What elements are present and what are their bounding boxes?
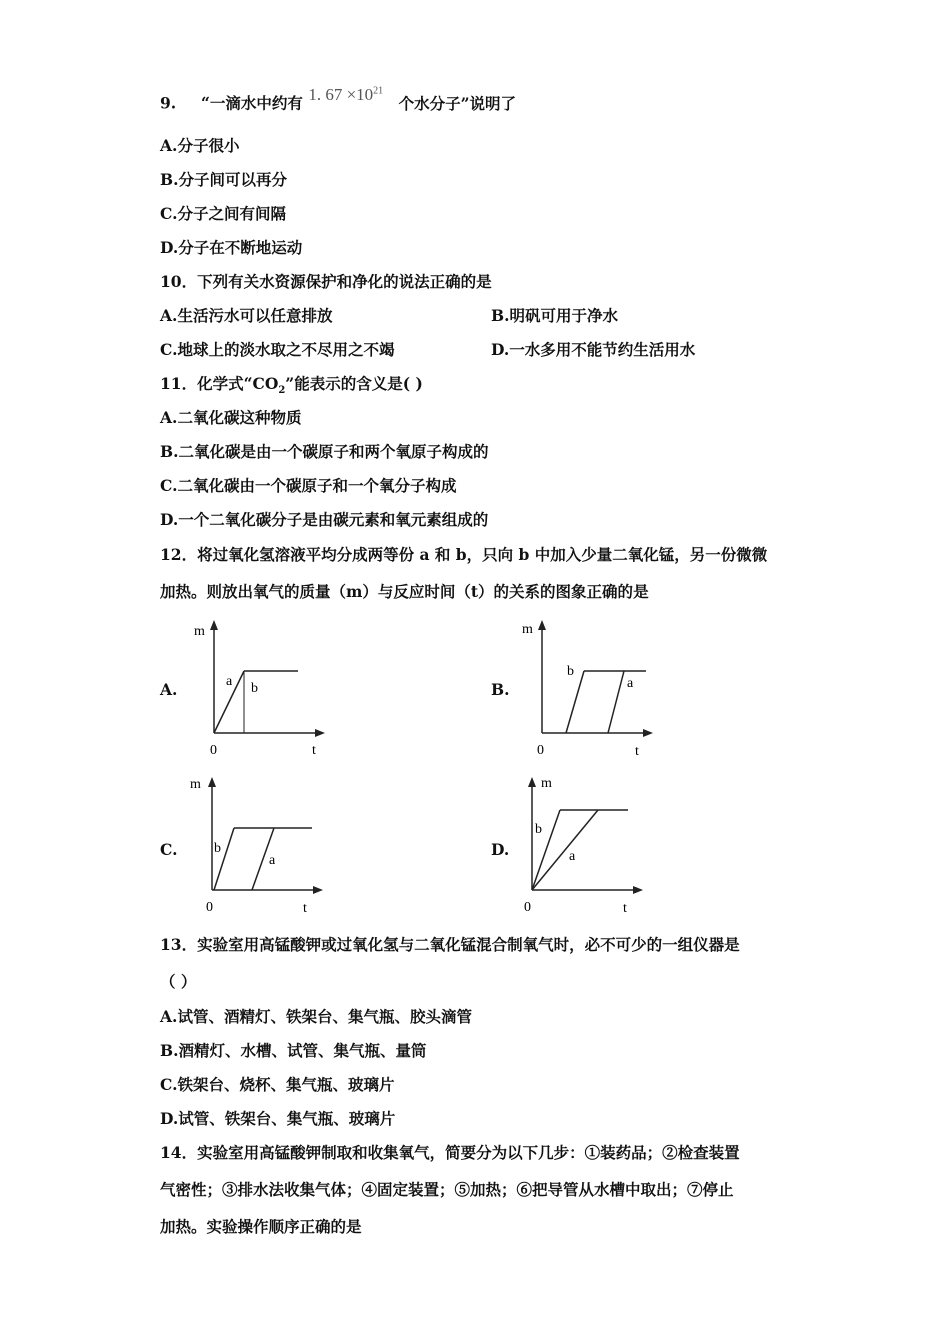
- x-arrow: [633, 886, 643, 894]
- curve-a-label: a: [269, 853, 276, 868]
- q11-option-d: D.一个二氧化碳分子是由碳元素和氧元素组成的: [160, 510, 489, 529]
- q9-stem-before: “一滴水中约有: [201, 93, 303, 113]
- y-label: m: [522, 622, 533, 637]
- q13-stem-line2: （ ）: [160, 972, 197, 991]
- q10-option-d: D.一水多用不能节约生活用水: [491, 340, 696, 359]
- q12-option-a-letter: A.: [160, 680, 178, 699]
- q13-option-a: A.试管、酒精灯、铁架台、集气瓶、胶头滴管: [160, 1007, 472, 1026]
- q11-option-c: C.二氧化碳由一个碳原子和一个氧分子构成: [160, 476, 457, 495]
- y-arrow: [528, 777, 536, 787]
- x-label: t: [312, 743, 316, 758]
- curve-a-rise: [608, 671, 624, 733]
- q9-stem-after: 个水分子”说明了: [398, 93, 516, 113]
- x-label: t: [635, 744, 639, 759]
- q12-stem-line1: 12．将过氧化氢溶液平均分成两等份 a 和 b，只向 b 中加入少量二氧化锰，另一份微微: [160, 545, 768, 564]
- q12-graph-b: [508, 615, 658, 763]
- x-arrow: [315, 729, 325, 737]
- q9-stem: [160, 84, 516, 114]
- y-arrow: [210, 620, 218, 630]
- curve-a-label: a: [627, 676, 634, 691]
- q13-option-b: B.酒精灯、水槽、试管、集气瓶、量筒: [160, 1041, 427, 1060]
- q12-option-d-letter: D.: [491, 840, 510, 859]
- curve-b-label: b: [567, 664, 574, 679]
- x-arrow: [313, 886, 323, 894]
- q13-stem-line1: 13．实验室用高锰酸钾或过氧化氢与二氧化锰混合制氧气时，必不可少的一组仪器是: [160, 935, 740, 954]
- curve-b-label: b: [251, 681, 258, 696]
- q10-option-c: C.地球上的淡水取之不尽用之不竭: [160, 340, 395, 359]
- x-label: t: [303, 901, 307, 916]
- origin-label: 0: [210, 743, 217, 758]
- y-label: m: [190, 777, 201, 792]
- q9-scientific-number: 1. $67 \times 10^{21}$: [308, 84, 384, 104]
- q9-number: 9.: [160, 93, 177, 113]
- curve-b-label: b: [535, 822, 542, 837]
- curve-b-label: b: [214, 841, 221, 856]
- q13-option-d: D.试管、铁架台、集气瓶、玻璃片: [160, 1109, 396, 1128]
- q11-option-a: A.二氧化碳这种物质: [160, 408, 302, 427]
- q12-option-c-letter: C.: [160, 840, 178, 859]
- q11-stem: 11．化学式“$CO_2$”能表示的含义是( ): [160, 374, 423, 397]
- q14-stem-line1: 14．实验室用高锰酸钾制取和收集氧气，简要分为以下几步：①装药品；②检查装置: [160, 1143, 740, 1162]
- q9-option-a: A.分子很小: [160, 136, 240, 155]
- curve-a-label: a: [569, 849, 576, 864]
- q13-option-c: C.铁架台、烧杯、集气瓶、玻璃片: [160, 1075, 395, 1094]
- y-label: m: [541, 776, 552, 791]
- q10-option-a: A.生活污水可以任意排放: [160, 306, 333, 325]
- q12-graph-a: [180, 615, 330, 763]
- q9-option-d: D.分子在不断地运动: [160, 238, 303, 257]
- curve-b-rise: [214, 828, 234, 890]
- q14-stem-line3: 加热。实验操作顺序正确的是: [160, 1217, 362, 1236]
- curve-b-rise: [566, 671, 584, 733]
- q12-graph-c: [178, 772, 328, 920]
- q11-option-b: B.二氧化碳是由一个碳原子和两个氧原子构成的: [160, 442, 489, 461]
- q10-stem: 10．下列有关水资源保护和净化的说法正确的是: [160, 272, 492, 291]
- curve-a-label: a: [226, 674, 233, 689]
- y-label: m: [194, 624, 205, 639]
- q12-graph-d: [498, 772, 648, 920]
- q9-option-b: B.分子间可以再分: [160, 170, 288, 189]
- q12-stem-line2: 加热。则放出氧气的质量（m）与反应时间（t）的关系的图象正确的是: [160, 582, 649, 601]
- x-arrow: [643, 729, 653, 737]
- q12-option-b-letter: B.: [491, 680, 510, 699]
- q10-option-b: B.明矾可用于净水: [491, 306, 619, 325]
- origin-label: 0: [206, 900, 213, 915]
- q14-stem-line2: 气密性；③排水法收集气体；④固定装置；⑤加热；⑥把导管从水槽中取出；⑦停止: [160, 1180, 734, 1199]
- y-arrow: [538, 620, 546, 630]
- origin-label: 0: [537, 743, 544, 758]
- q9-option-c: C.分子之间有间隔: [160, 204, 286, 223]
- origin-label: 0: [524, 900, 531, 915]
- x-label: t: [623, 901, 627, 916]
- y-arrow: [208, 777, 216, 787]
